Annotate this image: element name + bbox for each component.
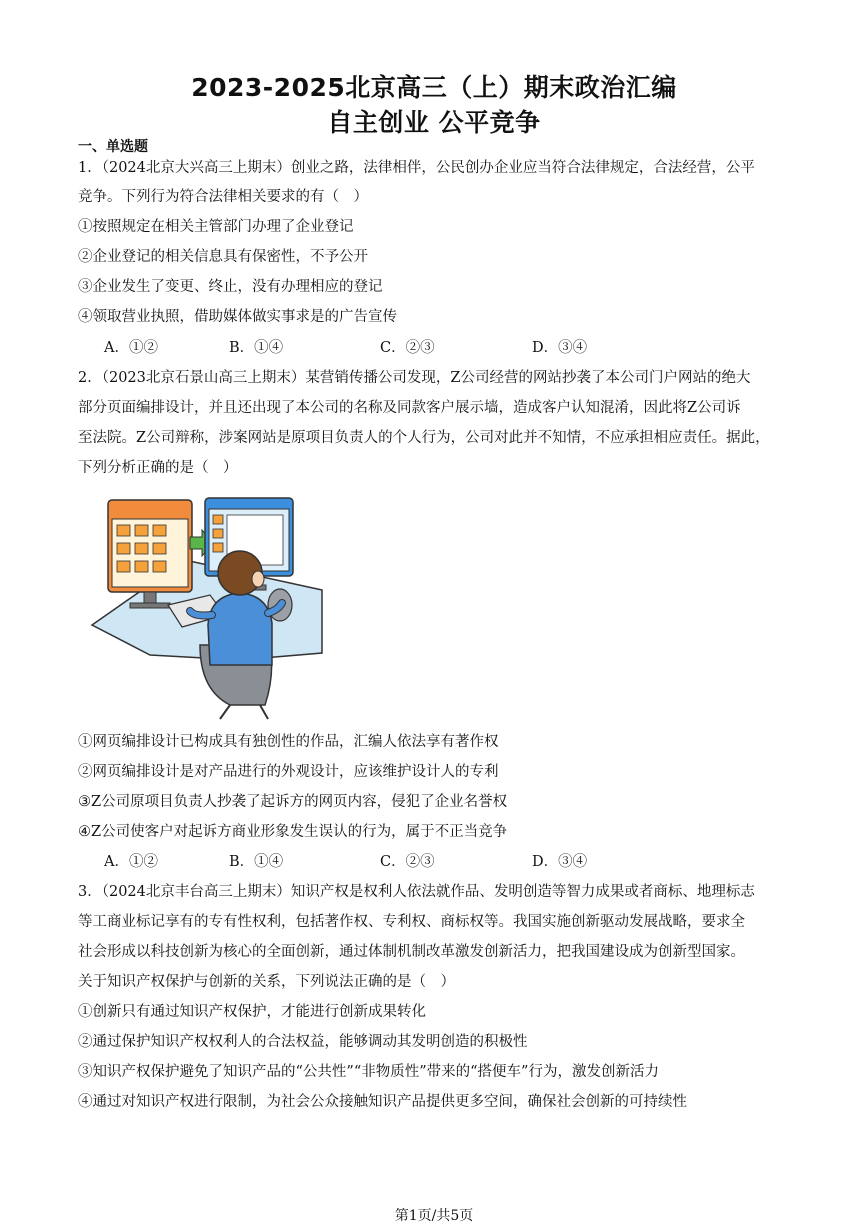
q3-item-4: ④通过对知识产权进行限制，为社会公众接触知识产品提供更多空间，确保社会创新的可持续性 <box>78 1094 687 1110</box>
q2-option-c[interactable]: C．②③ <box>380 854 435 870</box>
q2-stem-line-3: 至法院。Z公司辩称，涉案网站是原项目负责人的个人行为，公司对此并不知情，不应承担相应责任。据此， <box>78 430 770 446</box>
q2-item-3: ③Z公司原项目负责人抄袭了起诉方的网页内容，侵犯了企业名誉权 <box>78 794 508 810</box>
q1-option-b[interactable]: B．①④ <box>229 340 284 356</box>
q2-option-a[interactable]: A．①② <box>104 854 158 870</box>
q3-stem-line-3: 社会形成以科技创新为核心的全面创新，通过体制机制改革激发创新活力，把我国建设成为创新型国家。 <box>78 944 745 960</box>
q3-item-1: ①创新只有通过知识产权保护，才能进行创新成果转化 <box>78 1004 426 1020</box>
q2-option-b[interactable]: B．①④ <box>229 854 284 870</box>
q3-item-3: ③知识产权保护避免了知识产品的“公共性”“非物质性”带来的“搭便车”行为，激发创新活力 <box>78 1064 659 1080</box>
document-subtitle: 自主创业 公平竞争 <box>327 108 541 137</box>
q1-item-1: ①按照规定在相关主管部门办理了企业登记 <box>78 219 354 235</box>
computer-user-illustration <box>90 495 325 720</box>
q3-stem-line-1: 3．（2024北京丰台高三上期末）知识产权是权利人依法就作品、发明创造等智力成果或者商标、地理标志 <box>78 884 755 900</box>
q1-option-d[interactable]: D．③④ <box>532 340 588 356</box>
q1-stem-line-2: 竞争。下列行为符合法律相关要求的有（ ） <box>78 189 368 205</box>
q3-stem-line-2: 等工商业标记享有的专有性权利，包括著作权、专利权、商标权等。我国实施创新驱动发展战略，要求全 <box>78 914 745 930</box>
section-heading: 一、单选题 <box>78 139 148 155</box>
document-title: 2023-2025北京高三（上）期末政治汇编 <box>191 73 677 102</box>
q2-stem-line-4: 下列分析正确的是（ ） <box>78 460 238 476</box>
q1-stem-line-1: 1．（2024北京大兴高三上期末）创业之路，法律相伴，公民创办企业应当符合法律规定，合法经营，公平 <box>78 160 755 176</box>
q2-item-2: ②网页编排设计是对产品进行的外观设计，应该维护设计人的专利 <box>78 764 499 780</box>
q2-item-1: ①网页编排设计已构成具有独创性的作品，汇编人依法享有著作权 <box>78 734 499 750</box>
page-number: 第1页/共5页 <box>394 1208 474 1224</box>
q2-stem-line-2: 部分页面编排设计，并且还出现了本公司的名称及同款客户展示墙，造成客户认知混淆，因此将Z公司诉 <box>78 400 741 416</box>
q3-stem-line-4: 关于知识产权保护与创新的关系，下列说法正确的是（ ） <box>78 974 455 990</box>
q1-option-c[interactable]: C．②③ <box>380 340 435 356</box>
q1-option-a[interactable]: A．①② <box>104 340 158 356</box>
left-monitor-icon <box>108 500 192 608</box>
q2-option-d[interactable]: D．③④ <box>532 854 588 870</box>
q3-item-2: ②通过保护知识产权权利人的合法权益，能够调动其发明创造的积极性 <box>78 1034 528 1050</box>
person-shirt <box>208 593 272 665</box>
q1-item-4: ④领取营业执照，借助媒体做实事求是的广告宣传 <box>78 309 397 325</box>
q2-stem-line-1: 2．（2023北京石景山高三上期末）某营销传播公司发现，Z公司经营的网站抄袭了本公司门户网站的绝大 <box>78 370 751 386</box>
q1-item-2: ②企业登记的相关信息具有保密性，不予公开 <box>78 249 368 265</box>
q1-item-3: ③企业发生了变更、终止，没有办理相应的登记 <box>78 279 383 295</box>
q2-item-4: ④Z公司使客户对起诉方商业形象发生误认的行为，属于不正当竞争 <box>78 824 508 840</box>
